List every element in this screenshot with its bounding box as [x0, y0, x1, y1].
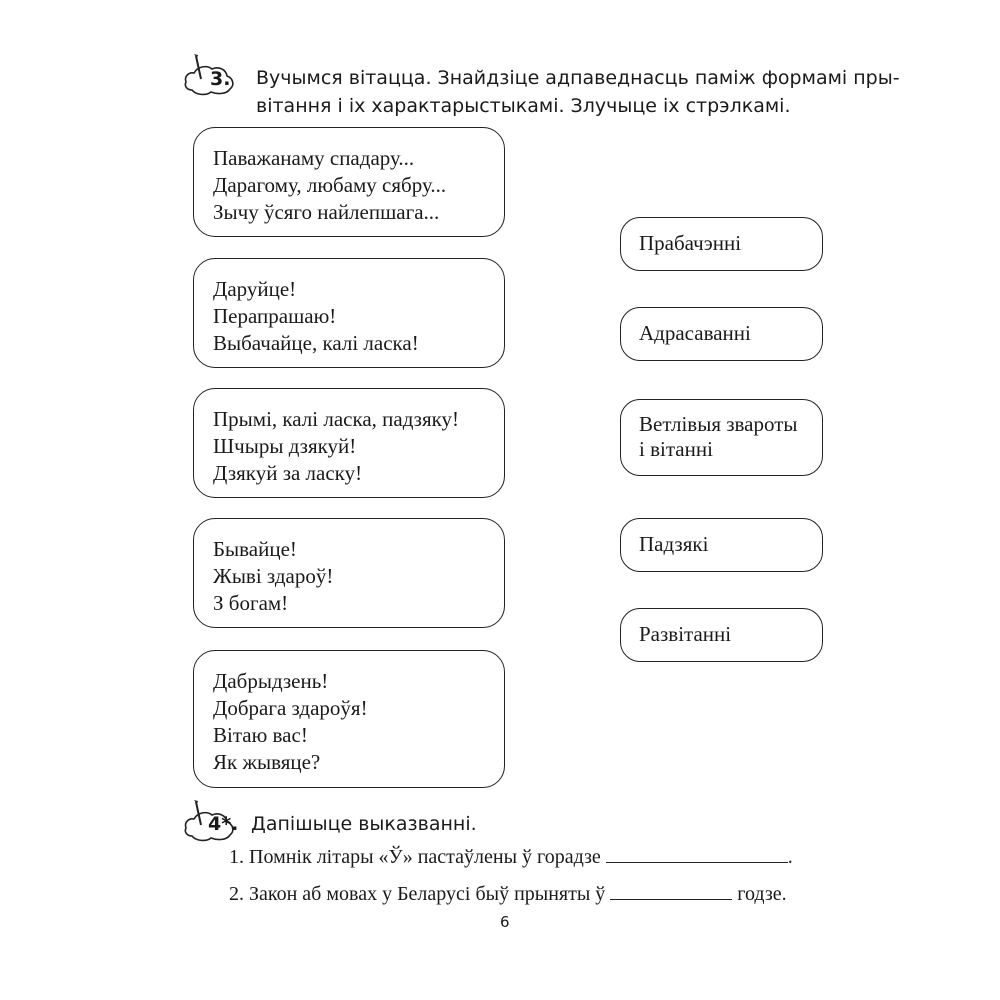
greeting-phrase: Шчыры дзякуй!	[213, 434, 357, 458]
greeting-phrase: Выбачайце, калі ласка!	[213, 331, 419, 355]
task-4-number: 4*.	[208, 813, 239, 835]
greeting-phrase: Прымі, калі ласка, падзяку!	[213, 407, 460, 431]
answer-blank-city[interactable]	[606, 861, 788, 863]
greeting-phrase: Як жывяце?	[213, 750, 321, 774]
category-box-thanks[interactable]	[620, 518, 823, 572]
answer-blank-year[interactable]	[610, 898, 732, 900]
greeting-phrase: Добрага здароўя!	[213, 696, 368, 720]
sentence-2-text: 2. Закон аб мовах у Беларусі быў прыняты ў	[229, 883, 606, 905]
page-number: 6	[500, 913, 510, 931]
greeting-box-3[interactable]	[193, 388, 505, 498]
greeting-phrase: Дабрыдзень!	[213, 669, 329, 693]
greeting-phrase: Дзякуй за ласку!	[213, 461, 363, 485]
category-box-addresses[interactable]	[620, 307, 823, 361]
category-label: Прабачэнні	[639, 231, 742, 255]
category-box-farewells[interactable]	[620, 608, 823, 662]
greeting-phrase: Перапрашаю!	[213, 304, 337, 328]
category-label: і вітанні	[639, 437, 713, 461]
sentence-1	[229, 846, 793, 869]
greeting-box-5[interactable]	[193, 650, 505, 788]
sentence-2-end: годзе.	[737, 883, 787, 905]
greeting-phrase: Вітаю вас!	[213, 723, 308, 747]
task-4-instruction: Дапішыце выказванні.	[251, 813, 477, 835]
greeting-phrase: Жыві здароў!	[213, 564, 334, 588]
greeting-phrase: Дарагому, любаму сябру...	[213, 173, 447, 197]
task-3-instruction-line-1: Вучымся вітацца. Знайдзіце адпаведнасць паміж формамі пры-	[256, 67, 900, 89]
sentence-1-end: .	[787, 846, 793, 868]
greeting-box-1[interactable]	[193, 127, 505, 237]
category-box-greetings[interactable]	[620, 399, 823, 476]
category-box-apologies[interactable]	[620, 217, 823, 271]
sentence-2	[229, 883, 787, 906]
category-label: Развітанні	[639, 622, 732, 646]
greeting-phrase: Зычу ўсяго найлепшага...	[213, 200, 440, 224]
sentence-1-text: 1. Помнік літары «Ў» пастаўлены ў горадзе	[229, 846, 601, 868]
task-3-number: 3.	[210, 68, 231, 90]
greeting-phrase: Паважанаму спадару...	[213, 146, 415, 170]
category-label: Падзякі	[639, 532, 709, 556]
greeting-box-4[interactable]	[193, 518, 505, 628]
greeting-box-2[interactable]	[193, 258, 505, 368]
category-label: Адрасаванні	[639, 321, 751, 345]
greeting-phrase: Даруйце!	[213, 277, 297, 301]
greeting-phrase: Бывайце!	[213, 537, 297, 561]
task-3-instruction-line-2: вітання і іх характарыстыкамі. Злучыце іх стрэлкамі.	[256, 95, 791, 117]
category-label: Ветлівыя звароты	[639, 412, 798, 436]
greeting-phrase: З богам!	[213, 591, 289, 615]
